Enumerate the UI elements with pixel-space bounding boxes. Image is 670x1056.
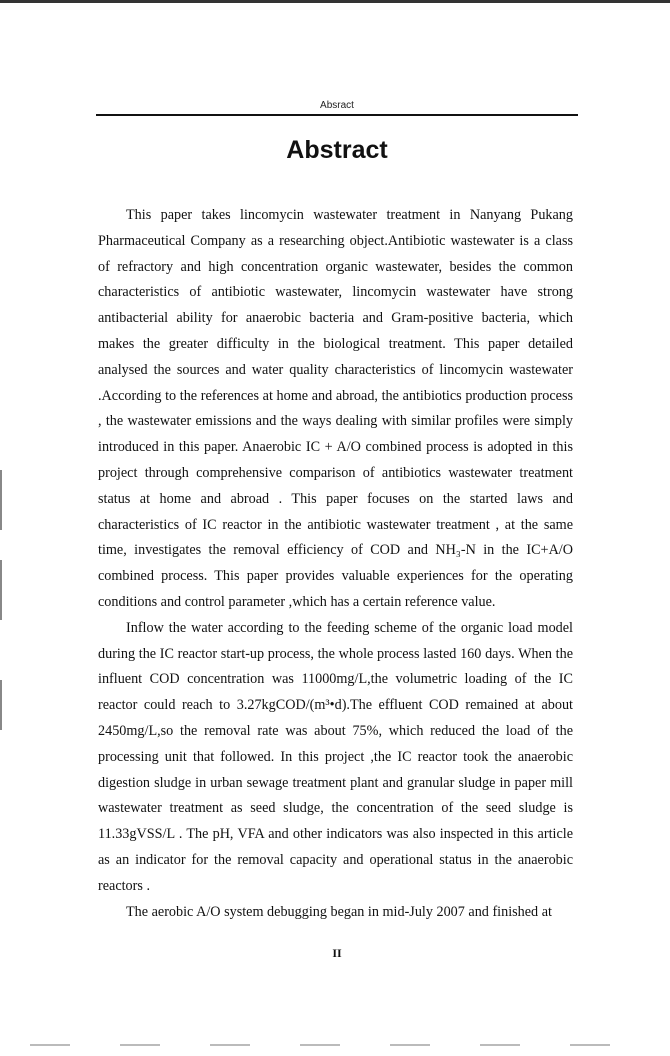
top-border — [0, 0, 670, 3]
scan-edge-mark — [0, 680, 2, 730]
scan-edge-mark — [0, 560, 2, 620]
paragraph-2: Inflow the water according to the feeding scheme of the organic load model during the IC reactor start-up process, the whole process lasted 160 days. When the influent COD concentration was 11000mg/L,the volumetric loading of the IC reactor could reach to 3.27kgCOD/(m³•d).The effluent COD remained at about 2450mg/L,so the removal rate was about 75%, which reduced the load of the processing unit that followed. In this project ,the IC reactor took the anaerobic digestion sludge in urban sewage treatment plant and granular sludge in paper mill wastewater treatment as seed sludge, the concentration of the seed sludge is 11.33gVSS/L . The pH, VFA and other indicators was also inspected in this article as an indicator for the removal capacity and operational status in the anaerobic reactors . — [98, 619, 573, 894]
page-number: II — [332, 946, 342, 960]
bottom-scan-marks — [30, 1044, 640, 1046]
paragraph-1: This paper takes lincomycin wastewater treatment in Nanyang Pukang Pharmaceutical Company as a researching object.Antibiotic wastewater is a class of refractory and high concentration organic wastewater, besides the common characteristics of antibiotic wastewater, lincomycin wastewater have strong antibacterial ability for anaerobic bacteria and Gram-positive bacteria, which makes the greater difficulty in the biological treatment. This paper detailed analysed the sources and water quality characteristics of lincomycin wastewater .According to the references at home and abroad, the antibiotics production process , the wastewater emissions and the ways dealing with similar profiles were simply introduced in this paper. Anaerobic IC + A/O combined process is adopted in this project through comprehensive comparison of antibiotics wastewater treatment status at home and abroad . This paper focuses on the started laws and characteristics of IC reactor in the antibiotic wastewater treatment , at the same time, investigates the removal efficiency of COD and NH₃-N in the IC+A/O combined process. This paper provides valuable experiences for the operating conditions and control parameter ,which has a certain reference value. — [98, 207, 573, 610]
abstract-body — [98, 203, 573, 925]
page-title: Abstract — [286, 136, 388, 164]
scan-edge-mark — [0, 470, 2, 530]
paragraph-3: The aerobic A/O system debugging began in mid-July 2007 and finished at — [126, 903, 552, 920]
running-head: Absract — [320, 100, 354, 111]
header-rule — [96, 114, 578, 116]
